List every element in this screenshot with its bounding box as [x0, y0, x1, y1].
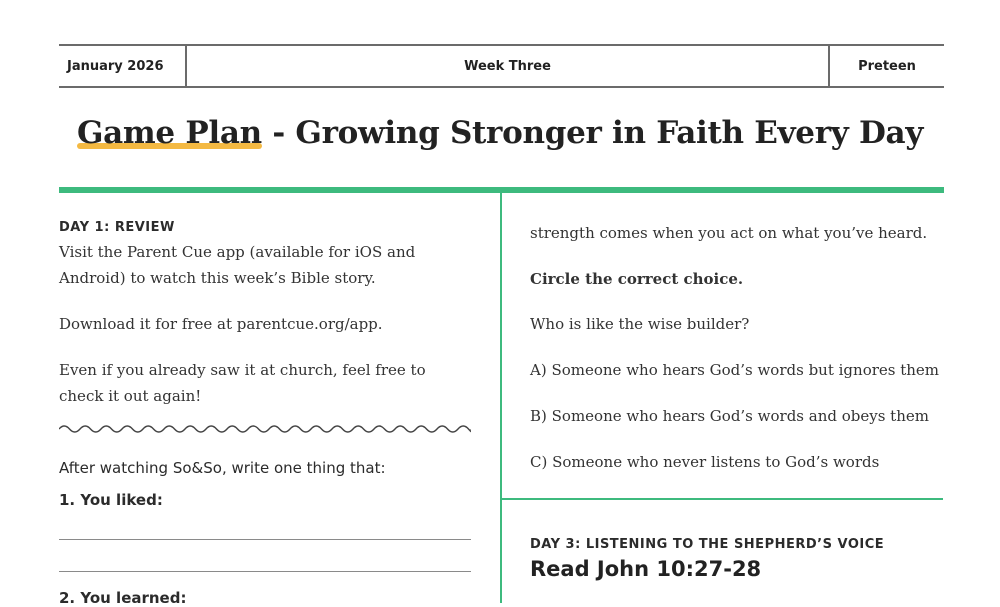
- answer-line[interactable]: [59, 539, 471, 540]
- day1-heading: DAY 1: REVIEW: [59, 220, 175, 235]
- day1-prompt: After watching So&So, write one thing that:: [59, 459, 386, 477]
- answer-option-b[interactable]: B) Someone who hears God’s words and obeys them: [530, 407, 929, 425]
- day3-reading: Read John 10:27-28: [530, 557, 762, 581]
- column-divider: [500, 193, 502, 603]
- title-rest: - Growing Stronger in Faith Every Day: [261, 115, 924, 151]
- month-label: January 2026: [59, 46, 187, 86]
- day1-paragraph-3: Even if you already saw it at church, feel free to check it out again!: [59, 361, 426, 405]
- group-label: Preteen: [858, 58, 916, 74]
- answer-option-a[interactable]: A) Someone who hears God’s words but ignores them: [530, 361, 940, 379]
- day2-question: Who is like the wise builder?: [530, 315, 750, 333]
- day2-instruction: Circle the correct choice.: [530, 270, 744, 288]
- week-label: Week Three: [187, 46, 830, 86]
- title-highlight: Game Plan: [76, 115, 262, 151]
- answer-line[interactable]: [59, 571, 471, 572]
- day1-paragraph-2: Download it for free at parentcue.org/app.: [59, 315, 383, 333]
- day1-paragraph-1: Visit the Parent Cue app (available for iOS and Android) to watch this week’s Bible story.: [59, 243, 416, 287]
- day1-item-liked: 1. You liked:: [59, 491, 163, 509]
- day1-item-learned: 2. You learned:: [59, 589, 187, 607]
- day2-continuation: strength comes when you act on what you’ve heard.: [530, 224, 928, 242]
- wavy-divider: [59, 422, 471, 436]
- day3-heading: DAY 3: LISTENING TO THE SHEPHERD’S VOICE: [530, 537, 885, 552]
- row-divider: [502, 498, 943, 500]
- answer-option-c[interactable]: C) Someone who never listens to God’s words: [530, 453, 880, 471]
- worksheet-header: [59, 44, 944, 88]
- page-title: [0, 115, 1000, 151]
